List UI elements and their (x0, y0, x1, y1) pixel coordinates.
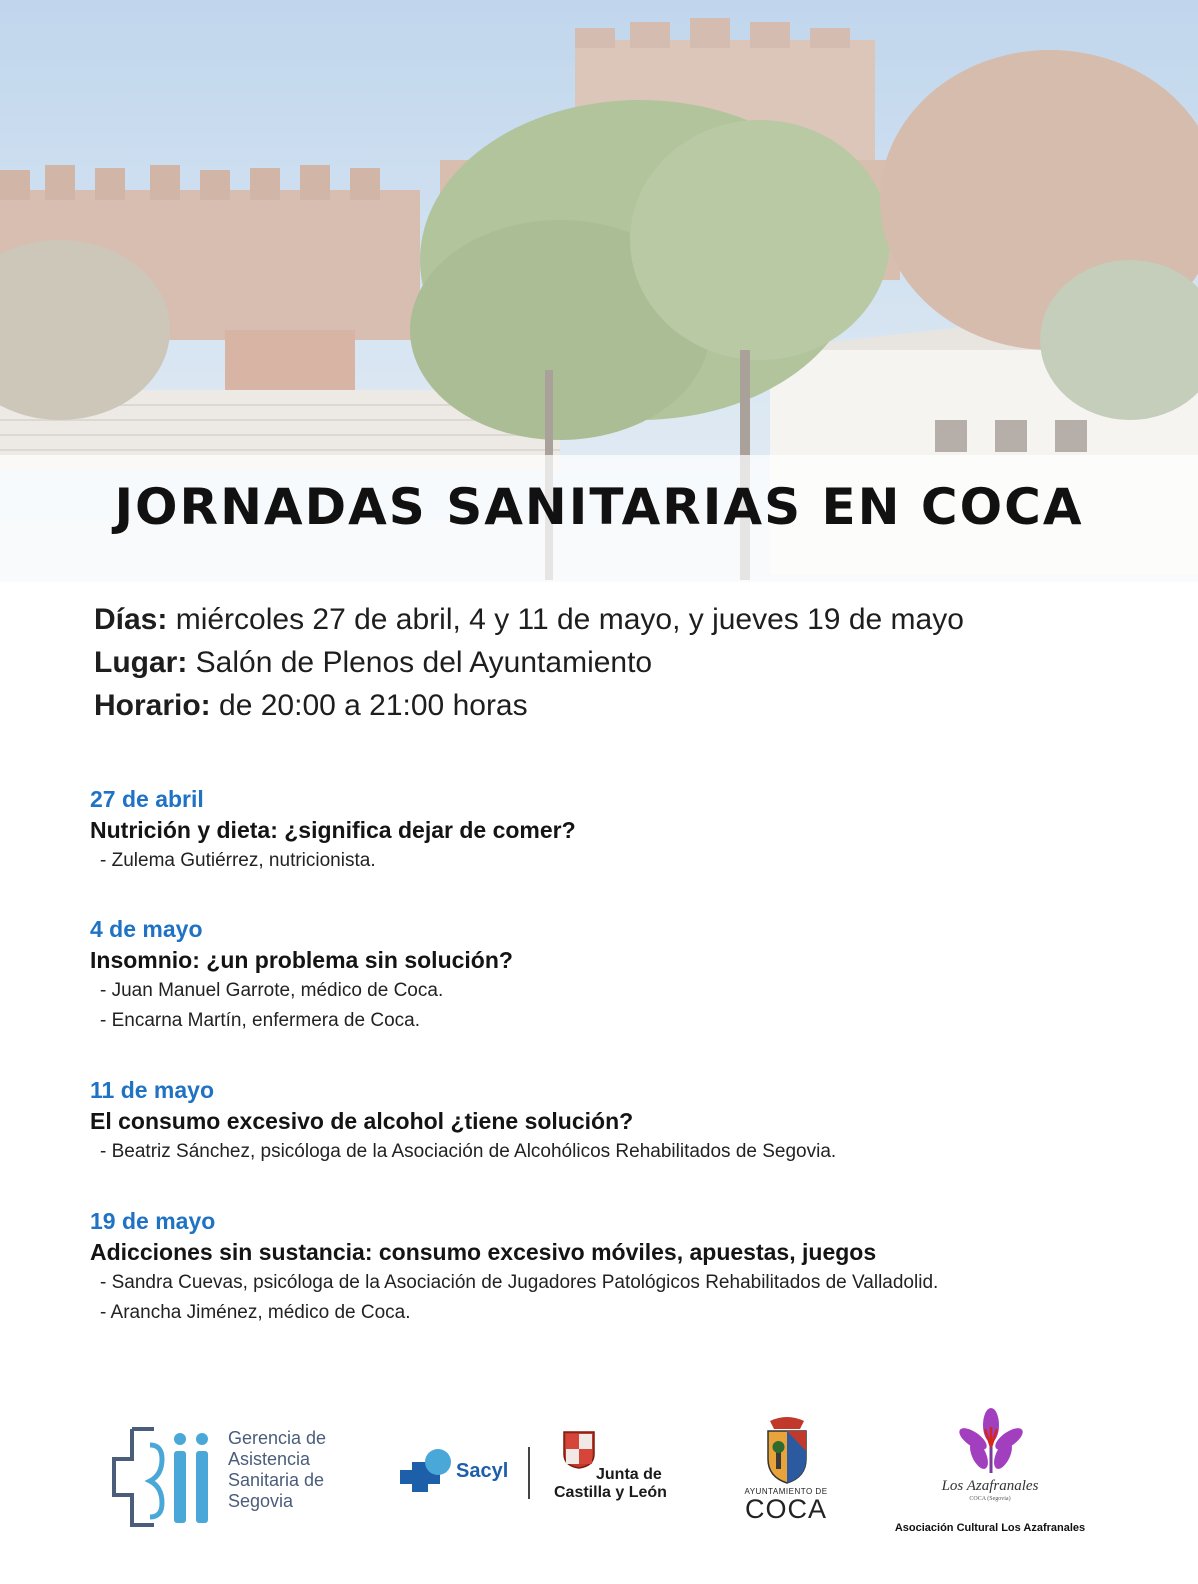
session-speaker: - Arancha Jiménez, médico de Coca. (100, 1302, 411, 1323)
coca-logo-big-text: COCA (744, 1494, 827, 1524)
gerencia-line: Segovia (228, 1491, 294, 1511)
session-speaker: - Encarna Martín, enfermera de Coca. (100, 1010, 420, 1031)
session-item (90, 1206, 1150, 1328)
gerencia-logo-text (228, 1428, 326, 1512)
sacyl-logo-text: Sacyl (456, 1460, 509, 1482)
lugar-label: Lugar: (94, 646, 188, 679)
dias-label: Días: (94, 603, 168, 636)
session-topic: El consumo excesivo de alcohol ¿tiene solución? (90, 1108, 634, 1134)
info-lugar (94, 641, 1174, 684)
session-speaker: - Beatriz Sánchez, psicóloga de la Asociación de Alcohólicos Rehabilitados de Segovia. (100, 1141, 837, 1162)
coca-logo-small-text: AYUNTAMIENTO DE (744, 1487, 828, 1496)
session-speaker: - Juan Manuel Garrote, médico de Coca. (100, 980, 444, 1001)
session-date: 4 de mayo (90, 916, 203, 942)
session-speaker: - Sandra Cuevas, psicóloga de la Asociación de Jugadores Patológicos Rehabilitados de Valladolid. (100, 1272, 939, 1293)
session-topic: Nutrición y dieta: ¿significa dejar de comer? (90, 817, 576, 843)
info-dias (94, 598, 1174, 641)
session-item (90, 1075, 1150, 1167)
session-item (90, 784, 1150, 876)
horario-label: Horario: (94, 689, 211, 722)
session-date: 27 de abril (90, 786, 204, 812)
event-info (94, 598, 1174, 727)
sacyl-logo-icon (400, 1448, 455, 1498)
session-date: 19 de mayo (90, 1208, 216, 1234)
logo-divider (528, 1447, 530, 1499)
gerencia-line: Sanitaria de (228, 1470, 325, 1490)
junta-logo-text (554, 1466, 667, 1502)
info-horario (94, 684, 1174, 727)
azafranales-subtitle: COCA (Segovia) (969, 1496, 1011, 1502)
junta-line: Junta de (596, 1466, 662, 1483)
gerencia-line: Asistencia (228, 1449, 311, 1469)
junta-shield-icon (562, 1430, 596, 1470)
session-topic: Insomnio: ¿un problema sin solución? (90, 947, 513, 973)
coca-coat-of-arms-icon (764, 1415, 810, 1487)
session-date: 11 de mayo (90, 1077, 215, 1103)
azafranales-name: Los Azafranales (941, 1478, 1039, 1494)
page-title: JORNADAS SANITARIAS EN COCA (114, 478, 1084, 536)
horario-value: de 20:00 a 21:00 horas (219, 689, 528, 722)
hero-image (0, 0, 1198, 582)
session-topic: Adicciones sin sustancia: consumo excesivo móviles, apuestas, juegos (90, 1239, 877, 1265)
session-item (90, 914, 1150, 1036)
dias-value: miércoles 27 de abril, 4 y 11 de mayo, y jueves 19 de mayo (175, 603, 964, 636)
saffron-flower-icon (955, 1407, 1027, 1475)
lugar-value: Salón de Plenos del Ayuntamiento (195, 646, 653, 679)
session-speaker: - Zulema Gutiérrez, nutricionista. (100, 850, 376, 871)
junta-line: Castilla y León (554, 1484, 667, 1501)
azafranales-association: Asociación Cultural Los Azafranales (894, 1522, 1086, 1534)
gerencia-logo-icon (110, 1425, 220, 1529)
gerencia-line: Gerencia de (228, 1428, 327, 1448)
